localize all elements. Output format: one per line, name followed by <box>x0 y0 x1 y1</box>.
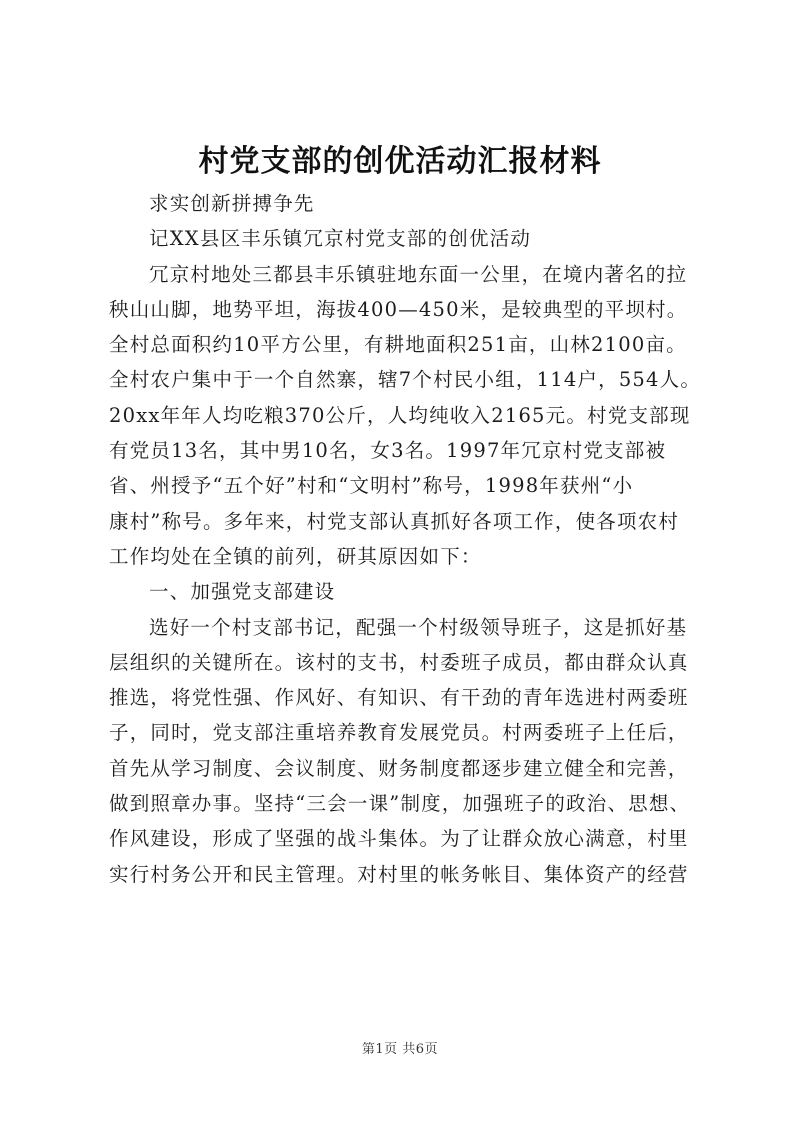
document-title: 村党支部的创优活动汇报材料 <box>198 144 602 179</box>
document-body <box>109 186 702 892</box>
body-line: 子，同时，党支部注重培养教育发展党员。村两委班子上任后， <box>109 721 689 745</box>
body-line: 20xx年年人均吃粮370公斤，人均纯收入2165元。村党支部现 <box>109 403 691 427</box>
body-line: 康村”称号。多年来，村党支部认真抓好各项工作，使各项农村 <box>109 509 680 533</box>
body-line: 选好一个村支部书记，配强一个村级领导班子，这是抓好基 <box>149 615 688 639</box>
section-heading: 一、加强党支部建设 <box>149 580 336 604</box>
body-line: 全村农户集中于一个自然寨，辖7个村民小组，114户，554人。 <box>109 368 702 392</box>
body-line: 首先从学习制度、会议制度、财务制度都逐步建立健全和完善， <box>109 756 689 780</box>
body-line: 记XX县区丰乐镇冗京村党支部的创优活动 <box>149 227 532 251</box>
body-line: 工作均处在全镇的前列，研其原因如下： <box>109 544 482 568</box>
body-line: 推选，将党性强、作风好、有知识、有干劲的青年选进村两委班 <box>109 686 689 710</box>
body-line: 全村总面积约10平方公里，有耕地面积251亩，山林2100亩。 <box>109 333 687 357</box>
body-line: 实行村务公开和民主管理。对村里的帐务帐目、集体资产的经营 <box>109 862 689 886</box>
body-line: 层组织的关键所在。该村的支书，村委班子成员，都由群众认真 <box>109 650 689 674</box>
body-line: 省、州授予“五个好”村和“文明村”称号，1998年获州“小 <box>109 474 634 498</box>
body-line: 做到照章办事。坚持“三会一课”制度，加强班子的政治、思想、 <box>109 792 691 816</box>
body-line: 冗京村地处三都县丰乐镇驻地东面一公里，在境内著名的拉 <box>149 262 688 286</box>
body-line: 作风建设，形成了坚强的战斗集体。为了让群众放心满意，村里 <box>109 827 689 851</box>
body-line: 秧山山脚，地势平坦，海拔400—450米，是较典型的平坝村。 <box>109 297 688 321</box>
body-line: 有党员13名，其中男10名，女3名。1997年冗京村党支部被 <box>109 439 667 463</box>
body-line: 求实创新拼搏争先 <box>149 192 315 215</box>
page-number-footer: 第1页 共6页 <box>361 1042 439 1057</box>
